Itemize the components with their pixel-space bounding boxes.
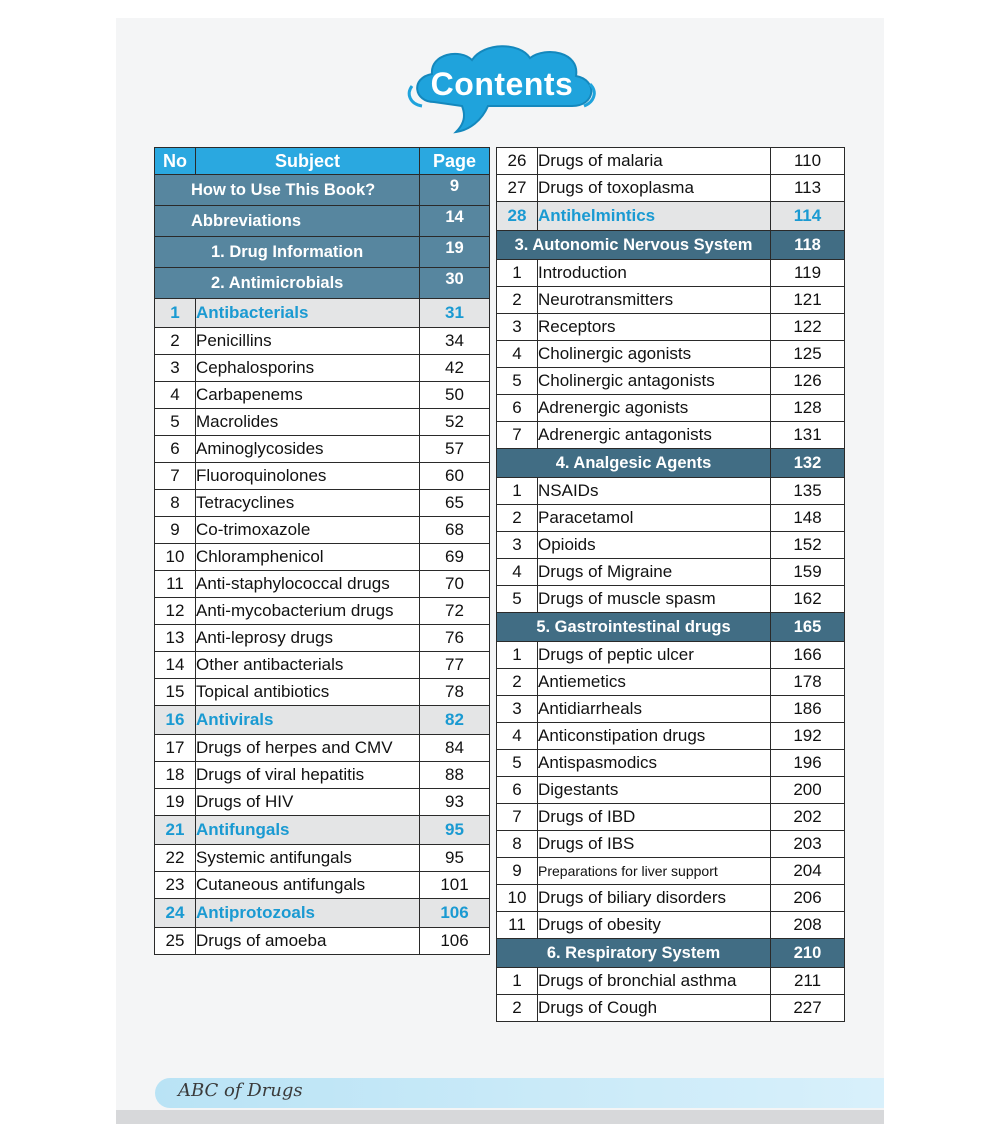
row-number: 3: [497, 314, 538, 341]
row-page: 60: [420, 463, 490, 490]
row-subject: Introduction: [538, 260, 771, 287]
row-number: 2: [497, 995, 538, 1022]
row-number: 27: [497, 175, 538, 202]
section-banner-row[interactable]: [155, 237, 490, 268]
footer-strip: [116, 1110, 884, 1124]
section-banner-row[interactable]: [155, 268, 490, 299]
row-number: 14: [155, 652, 196, 679]
row-page: 101: [420, 872, 490, 899]
row-subject: Cholinergic antagonists: [538, 368, 771, 395]
row-number: 11: [155, 571, 196, 598]
row-page: 106: [420, 899, 490, 928]
row-subject: Other antibacterials: [196, 652, 420, 679]
row-subject: Cholinergic agonists: [538, 341, 771, 368]
toc-row[interactable]: [497, 586, 845, 613]
row-number: 1: [497, 260, 538, 287]
row-number: 10: [155, 544, 196, 571]
section-banner-label: Abbreviations: [155, 206, 420, 237]
row-page: 121: [771, 287, 845, 314]
row-page: 113: [771, 175, 845, 202]
row-page: 84: [420, 735, 490, 762]
section-banner-label: 2. Antimicrobials: [155, 268, 420, 299]
toc-row[interactable]: [155, 928, 490, 955]
toc-row[interactable]: [155, 845, 490, 872]
row-subject: Drugs of Migraine: [538, 559, 771, 586]
row-number: 5: [155, 409, 196, 436]
section-heading-row[interactable]: [497, 613, 845, 642]
row-subject: NSAIDs: [538, 478, 771, 505]
section-banner-row[interactable]: [155, 206, 490, 237]
row-subject: Drugs of HIV: [196, 789, 420, 816]
section-banner-page: 19: [420, 237, 490, 268]
toc-row[interactable]: [497, 175, 845, 202]
row-subject: Adrenergic agonists: [538, 395, 771, 422]
row-subject: Drugs of Cough: [538, 995, 771, 1022]
toc-row[interactable]: [155, 762, 490, 789]
toc-row[interactable]: [497, 723, 845, 750]
row-number: 13: [155, 625, 196, 652]
row-subject: Paracetamol: [538, 505, 771, 532]
row-page: 78: [420, 679, 490, 706]
row-page: 42: [420, 355, 490, 382]
toc-row[interactable]: [497, 422, 845, 449]
toc-table-left: [154, 147, 490, 955]
row-subject: Drugs of obesity: [538, 912, 771, 939]
toc-row[interactable]: [497, 669, 845, 696]
section-heading-row[interactable]: [497, 939, 845, 968]
row-number: 1: [497, 968, 538, 995]
row-subject: Antibacterials: [196, 299, 420, 328]
row-subject: Drugs of herpes and CMV: [196, 735, 420, 762]
section-banner-page: 14: [420, 206, 490, 237]
section-banner-page: 30: [420, 268, 490, 299]
toc-row[interactable]: [497, 858, 845, 885]
row-subject: Adrenergic antagonists: [538, 422, 771, 449]
toc-row[interactable]: [497, 777, 845, 804]
row-page: 95: [420, 816, 490, 845]
column-header-no: No: [155, 148, 196, 175]
row-number: 3: [497, 532, 538, 559]
row-subject: Antivirals: [196, 706, 420, 735]
row-page: 178: [771, 669, 845, 696]
row-page: 196: [771, 750, 845, 777]
row-subject: Digestants: [538, 777, 771, 804]
row-number: 24: [155, 899, 196, 928]
toc-row[interactable]: [497, 532, 845, 559]
row-page: 135: [771, 478, 845, 505]
section-banner-label: 1. Drug Information: [155, 237, 420, 268]
toc-row[interactable]: [155, 490, 490, 517]
row-number: 23: [155, 872, 196, 899]
row-page: 69: [420, 544, 490, 571]
toc-row[interactable]: [497, 642, 845, 669]
toc-row[interactable]: [497, 368, 845, 395]
row-number: 16: [155, 706, 196, 735]
section-heading-page: 118: [771, 231, 845, 260]
row-page: 131: [771, 422, 845, 449]
toc-row[interactable]: [155, 382, 490, 409]
row-subject: Drugs of amoeba: [196, 928, 420, 955]
page-title: Contents: [430, 66, 574, 102]
row-number: 4: [155, 382, 196, 409]
chapter-row[interactable]: [497, 202, 845, 231]
row-number: 11: [497, 912, 538, 939]
row-subject: Drugs of malaria: [538, 148, 771, 175]
row-page: 200: [771, 777, 845, 804]
toc-row[interactable]: [497, 478, 845, 505]
toc-row[interactable]: [497, 696, 845, 723]
toc-table-right: [496, 147, 845, 1022]
row-number: 5: [497, 368, 538, 395]
section-heading-page: 165: [771, 613, 845, 642]
toc-row[interactable]: [155, 544, 490, 571]
row-subject: Receptors: [538, 314, 771, 341]
row-page: 186: [771, 696, 845, 723]
section-banner-page: 9: [420, 175, 490, 206]
row-page: 227: [771, 995, 845, 1022]
row-subject: Tetracyclines: [196, 490, 420, 517]
row-subject: Carbapenems: [196, 382, 420, 409]
row-number: 5: [497, 586, 538, 613]
row-subject: Preparations for liver support: [538, 858, 771, 885]
toc-row[interactable]: [155, 625, 490, 652]
chapter-row[interactable]: [155, 706, 490, 735]
toc-row[interactable]: [155, 679, 490, 706]
toc-row[interactable]: [155, 463, 490, 490]
toc-row[interactable]: [155, 598, 490, 625]
row-number: 10: [497, 885, 538, 912]
row-number: 4: [497, 559, 538, 586]
row-number: 18: [155, 762, 196, 789]
footer-book-title: ABC of Drugs: [178, 1080, 303, 1101]
row-page: 159: [771, 559, 845, 586]
row-page: 203: [771, 831, 845, 858]
row-number: 6: [497, 777, 538, 804]
row-number: 7: [497, 804, 538, 831]
section-banner-row[interactable]: [155, 175, 490, 206]
toc-row[interactable]: [155, 789, 490, 816]
row-number: 21: [155, 816, 196, 845]
row-subject: Systemic antifungals: [196, 845, 420, 872]
row-number: 1: [497, 642, 538, 669]
row-number: 3: [155, 355, 196, 382]
toc-row[interactable]: [497, 341, 845, 368]
row-number: 25: [155, 928, 196, 955]
row-page: 65: [420, 490, 490, 517]
row-subject: Chloramphenicol: [196, 544, 420, 571]
toc-row[interactable]: [155, 409, 490, 436]
row-page: 68: [420, 517, 490, 544]
row-number: 5: [497, 750, 538, 777]
row-page: 152: [771, 532, 845, 559]
row-page: 208: [771, 912, 845, 939]
toc-row[interactable]: [497, 314, 845, 341]
toc-row[interactable]: [497, 804, 845, 831]
toc-row[interactable]: [497, 287, 845, 314]
row-page: 76: [420, 625, 490, 652]
row-page: 106: [420, 928, 490, 955]
row-page: 126: [771, 368, 845, 395]
row-subject: Antihelmintics: [538, 202, 771, 231]
row-number: 26: [497, 148, 538, 175]
row-page: 95: [420, 845, 490, 872]
column-header-subject: Subject: [196, 148, 420, 175]
toc-row[interactable]: [155, 436, 490, 463]
row-subject: Antidiarrheals: [538, 696, 771, 723]
row-number: 4: [497, 723, 538, 750]
chapter-row[interactable]: [155, 816, 490, 845]
contents-cloud-badge: [404, 40, 600, 135]
row-number: 12: [155, 598, 196, 625]
row-subject: Neurotransmitters: [538, 287, 771, 314]
row-page: 82: [420, 706, 490, 735]
row-subject: Co-trimoxazole: [196, 517, 420, 544]
toc-row[interactable]: [497, 912, 845, 939]
row-number: 9: [497, 858, 538, 885]
row-number: 9: [155, 517, 196, 544]
row-subject: Antifungals: [196, 816, 420, 845]
row-page: 119: [771, 260, 845, 287]
row-subject: Anticonstipation drugs: [538, 723, 771, 750]
row-page: 125: [771, 341, 845, 368]
toc-row[interactable]: [155, 517, 490, 544]
row-subject: Drugs of biliary disorders: [538, 885, 771, 912]
section-heading-row[interactable]: [497, 449, 845, 478]
toc-row[interactable]: [497, 148, 845, 175]
row-number: 15: [155, 679, 196, 706]
section-banner-label: How to Use This Book?: [155, 175, 420, 206]
row-number: 6: [155, 436, 196, 463]
row-page: 162: [771, 586, 845, 613]
toc-row[interactable]: [497, 750, 845, 777]
row-subject: Aminoglycosides: [196, 436, 420, 463]
section-heading-label: 5. Gastrointestinal drugs: [497, 613, 771, 642]
section-heading-label: 4. Analgesic Agents: [497, 449, 771, 478]
toc-row[interactable]: [497, 831, 845, 858]
row-subject: Antispasmodics: [538, 750, 771, 777]
row-subject: Anti-mycobacterium drugs: [196, 598, 420, 625]
row-number: 19: [155, 789, 196, 816]
row-number: 22: [155, 845, 196, 872]
toc-row[interactable]: [497, 995, 845, 1022]
toc-row[interactable]: [497, 260, 845, 287]
row-page: 202: [771, 804, 845, 831]
row-number: 1: [155, 299, 196, 328]
row-number: 6: [497, 395, 538, 422]
row-page: 52: [420, 409, 490, 436]
row-number: 8: [497, 831, 538, 858]
section-heading-page: 210: [771, 939, 845, 968]
toc-row[interactable]: [155, 355, 490, 382]
row-subject: Anti-staphylococcal drugs: [196, 571, 420, 598]
row-number: 3: [497, 696, 538, 723]
row-page: 166: [771, 642, 845, 669]
toc-row[interactable]: [497, 505, 845, 532]
row-number: 7: [497, 422, 538, 449]
row-subject: Cephalosporins: [196, 355, 420, 382]
row-number: 17: [155, 735, 196, 762]
toc-row[interactable]: [155, 571, 490, 598]
row-page: 34: [420, 328, 490, 355]
row-subject: Topical antibiotics: [196, 679, 420, 706]
row-subject: Penicillins: [196, 328, 420, 355]
row-number: 2: [497, 287, 538, 314]
row-subject: Drugs of peptic ulcer: [538, 642, 771, 669]
row-page: 31: [420, 299, 490, 328]
row-subject: Drugs of IBD: [538, 804, 771, 831]
section-heading-label: 6. Respiratory System: [497, 939, 771, 968]
row-number: 1: [497, 478, 538, 505]
toc-row[interactable]: [155, 872, 490, 899]
row-page: 50: [420, 382, 490, 409]
row-number: 4: [497, 341, 538, 368]
row-page: 110: [771, 148, 845, 175]
row-page: 148: [771, 505, 845, 532]
row-page: 192: [771, 723, 845, 750]
toc-row[interactable]: [155, 328, 490, 355]
toc-row[interactable]: [155, 735, 490, 762]
toc-row[interactable]: [497, 885, 845, 912]
row-page: 204: [771, 858, 845, 885]
row-page: 77: [420, 652, 490, 679]
column-header-page: Page: [420, 148, 490, 175]
row-subject: Anti-leprosy drugs: [196, 625, 420, 652]
row-page: 88: [420, 762, 490, 789]
row-subject: Drugs of IBS: [538, 831, 771, 858]
toc-row[interactable]: [497, 395, 845, 422]
row-number: 7: [155, 463, 196, 490]
row-subject: Opioids: [538, 532, 771, 559]
row-page: 128: [771, 395, 845, 422]
row-number: 8: [155, 490, 196, 517]
row-page: 57: [420, 436, 490, 463]
row-number: 2: [497, 669, 538, 696]
row-page: 122: [771, 314, 845, 341]
row-number: 2: [497, 505, 538, 532]
row-subject: Antiprotozoals: [196, 899, 420, 928]
row-subject: Drugs of muscle spasm: [538, 586, 771, 613]
toc-row[interactable]: [497, 559, 845, 586]
row-subject: Fluoroquinolones: [196, 463, 420, 490]
chapter-row[interactable]: [155, 299, 490, 328]
row-page: 93: [420, 789, 490, 816]
row-page: 70: [420, 571, 490, 598]
row-page: 206: [771, 885, 845, 912]
row-subject: Drugs of bronchial asthma: [538, 968, 771, 995]
section-heading-row[interactable]: [497, 231, 845, 260]
row-page: 72: [420, 598, 490, 625]
row-number: 2: [155, 328, 196, 355]
section-heading-page: 132: [771, 449, 845, 478]
row-subject: Drugs of viral hepatitis: [196, 762, 420, 789]
row-subject: Cutaneous antifungals: [196, 872, 420, 899]
toc-row[interactable]: [155, 652, 490, 679]
row-page: 114: [771, 202, 845, 231]
section-heading-label: 3. Autonomic Nervous System: [497, 231, 771, 260]
row-page: 211: [771, 968, 845, 995]
row-subject: Drugs of toxoplasma: [538, 175, 771, 202]
row-number: 28: [497, 202, 538, 231]
toc-row[interactable]: [497, 968, 845, 995]
chapter-row[interactable]: [155, 899, 490, 928]
row-subject: Antiemetics: [538, 669, 771, 696]
row-subject: Macrolides: [196, 409, 420, 436]
